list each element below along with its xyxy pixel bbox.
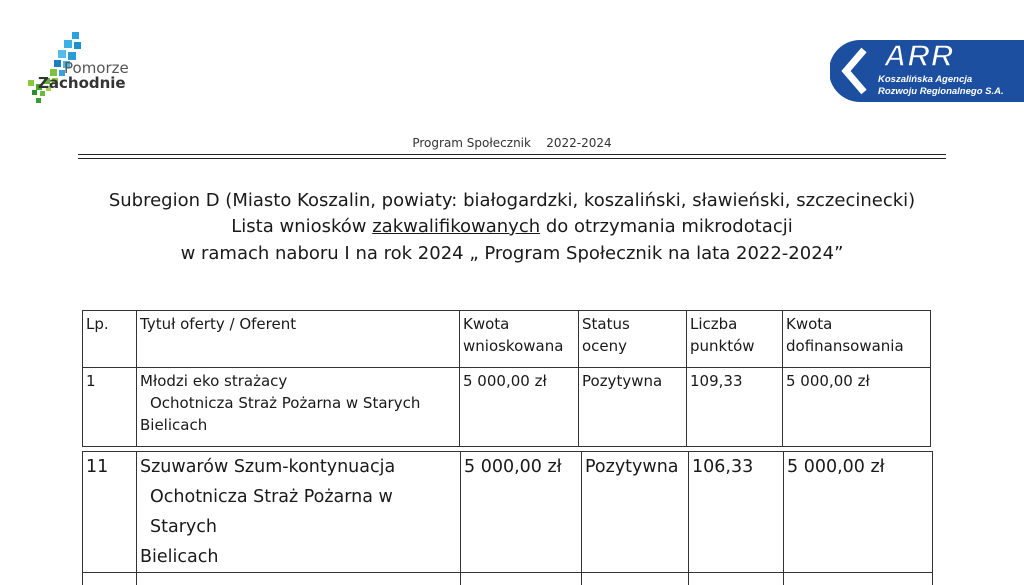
header-rule	[78, 154, 946, 155]
heading-line2-after: do otrzymania mikrodotacji	[540, 216, 793, 237]
table-header-row	[83, 311, 931, 368]
header-granted: Kwota dofinansowania	[783, 311, 931, 368]
qualified-applications-table-continued	[82, 451, 933, 585]
heading-line2	[0, 216, 1024, 237]
applicant-line2: Bielicach	[140, 414, 456, 436]
header-points: Liczba punktów	[687, 311, 783, 368]
table-row	[83, 452, 933, 573]
cell-requested: 5 000,00 zł	[460, 368, 579, 447]
applicant-line1: Ochotnicza Straż Pożarna w Starych	[140, 392, 456, 414]
table-row	[83, 368, 931, 447]
header-requested: Kwota wnioskowana	[460, 311, 579, 368]
cell-points: 106,33	[689, 452, 784, 573]
cell-title	[137, 368, 460, 447]
offer-title: Szuwarów Szum-kontynuacja	[140, 452, 457, 482]
offer-title: Młodzi eko strażacy	[140, 370, 456, 392]
arr-acronym: ARR	[884, 38, 954, 74]
cell-title	[137, 452, 461, 573]
header-lp: Lp.	[83, 311, 137, 368]
cell-points: 109,33	[687, 368, 783, 447]
applicant-line2: Bielicach	[140, 542, 457, 572]
cell-granted: 5 000,00 zł	[783, 368, 931, 447]
logo-left-line1: Pomorze	[64, 59, 129, 77]
cell-granted: 5 000,00 zł	[784, 452, 933, 573]
applicant-line1: Ochotnicza Straż Pożarna w Starych	[140, 482, 457, 542]
arr-line2: Rozwoju Regionalnego S.A.	[878, 86, 1004, 97]
running-head: Program Społecznik 2022-2024	[0, 136, 1024, 150]
cell-lp: 11	[83, 452, 137, 573]
qualified-applications-table	[82, 310, 931, 447]
heading-line3: w ramach naboru I na rok 2024 „ Program Społecznik na lata 2022-2024”	[0, 243, 1024, 264]
heading-line2-underlined: zakwalifikowanych	[372, 216, 540, 237]
logo-left-line2: Zachodnie	[38, 74, 126, 92]
cell-status: Pozytywna	[579, 368, 687, 447]
arr-logo	[830, 40, 1024, 102]
heading-line2-before: Lista wniosków	[231, 216, 372, 237]
heading-line1: Subregion D (Miasto Koszalin, powiaty: białogardzki, koszaliński, sławieński, szczecinecki)	[0, 190, 1024, 211]
cell-lp: 1	[83, 368, 137, 447]
header-status: Status oceny	[579, 311, 687, 368]
header-title: Tytuł oferty / Oferent	[137, 311, 460, 368]
cell-requested: 5 000,00 zł	[461, 452, 582, 573]
cell-status: Pozytywna	[582, 452, 689, 573]
arr-line1: Koszalińska Agencja	[878, 74, 972, 85]
table-row-next-partial	[83, 573, 933, 585]
header-rule-second	[78, 158, 946, 159]
